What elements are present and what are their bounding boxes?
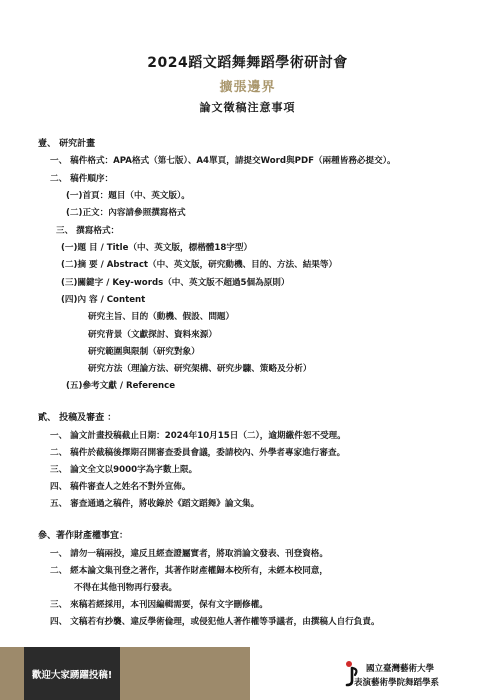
page-title: 2024蹈文蹈舞舞蹈學術研討會 [147,55,348,71]
list-item: 研究範圍與限制（研究對象） [88,347,200,357]
list-item: 一、 稿件格式：APA格式（第七版）、A4單頁，請提交Word與PDF（兩種皆務必提交）。 [50,156,396,166]
list-item: 一、 論文計畫投稿截止日期：2024年10月15日（二），逾期繳件恕不受理。 [50,431,346,441]
list-item: 研究背景（文獻探討、資料來源） [88,330,217,340]
list-item: 研究方法（理論方法、研究架構、研究步驟、策略及分析） [88,364,312,374]
section-heading: 論文徵稿注意事項 [199,101,296,114]
list-item: 三、 撰寫格式： [56,226,120,236]
list-item: (二)正文：內容請參照撰寫格式 [66,208,186,218]
list-item: 三、 論文全文以9000字為字數上限。 [50,465,198,475]
list-item: 不得在其他刊物再行發表。 [74,583,178,593]
list-item: 五、 審查通過之稿件，將收錄於《蹈文蹈舞》論文集。 [50,499,260,509]
list-item: (一)題 目 / Title（中、英文版，標楷體18字型） [61,243,253,253]
list-item: 四、 文稿若有抄襲、違反學術倫理，或侵犯他人著作權等爭議者，由撰稿人自行負責。 [50,617,380,627]
submission-cta: 歡迎大家踴躍投稿! [24,647,120,700]
list-item: 二、 經本論文集刊登之著作，其著作財產權歸本校所有，未經本校同意， [50,566,328,576]
list-item: 研究主旨、目的（動機、假設、問題） [88,312,235,322]
list-item: 三、 來稿若經採用，本刊因編輯需要，保有文字刪修權。 [50,600,268,610]
list-item: 二、 稿件順序： [50,174,114,184]
list-item: (二)摘 要 / Abstract（中、英文版，研究動機、目的、方法、結果等） [61,260,338,270]
org-name-department: 表演藝術學院舞蹈學系 [354,678,440,688]
list-item: 四、 稿件審查人之姓名不對外宣佈。 [50,482,191,492]
org-name-university: 國立臺灣藝術大學 [366,664,435,674]
list-item: (四)內 容 / Content [61,295,146,305]
section-3-heading: 參、著作財產權事宜： [38,531,129,541]
list-item: 一、 請勿一稿兩投，違反且經查證屬實者，將取消論文發表、刊登資格。 [50,549,328,559]
list-item: 二、 稿件於截稿後擇期召開審查委員會議，委請校內、外學者專家進行審查。 [50,448,346,458]
list-item: (五)參考文獻 / Reference [66,381,176,391]
list-item: (一)首頁：題目（中、英文版）。 [66,191,190,201]
section-1-heading: 壹、 研究計畫 [38,139,96,149]
list-item: (三)關鍵字 / Key-words（中、英文版不超過5個為原則） [61,278,290,288]
theme-subtitle: 擴張邊界 [219,80,276,95]
section-2-heading: 貳、 投稿及審查 ： [38,413,117,423]
